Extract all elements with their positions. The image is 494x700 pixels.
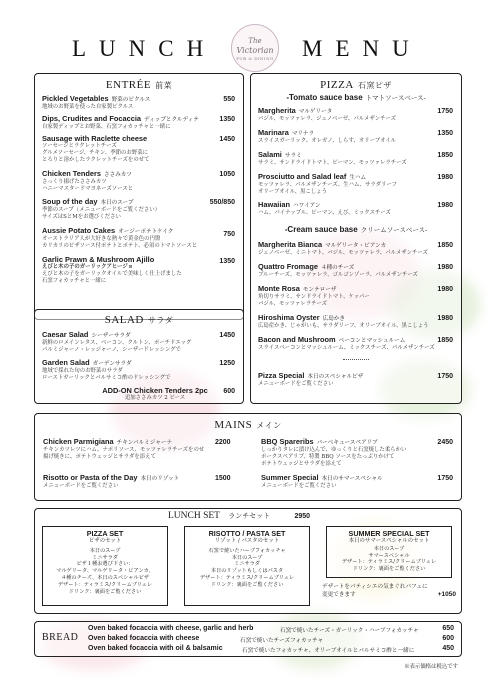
set-line: デザート：ティラミス/クリームブリュレ <box>57 581 153 588</box>
item-name: Garlic Prawn & Mushroom Ajillo <box>42 255 155 264</box>
menu-item <box>258 107 433 123</box>
tomato-base-title: -Tomato sauce base <box>286 93 363 102</box>
summer-special-set-card <box>326 526 452 578</box>
upgrade-price: +1050 <box>437 591 456 598</box>
bread-price: 650 <box>442 625 454 632</box>
item-name: Summer Special <box>261 473 319 482</box>
item-name: Hiroshima Oyster <box>258 313 320 322</box>
item-desc: 揚げ焼きに、ポテトウェッジとサラダを添えて <box>43 454 156 461</box>
set-title-jp: リゾット / パスタのセット <box>214 538 280 544</box>
item-desc: オリーブオイル、黒こしょう <box>258 189 328 196</box>
item-desc: スライスベーコンとマッシュルーム、ミックスチーズ、パルメザンチーズ <box>258 345 435 352</box>
item-desc: ジェノベーゼ、ミニトマト、バジル、モッツァレラ、パルメザンチーズ <box>258 250 428 257</box>
lunch-set-title: LUNCH SET <box>168 511 220 521</box>
addon-item <box>95 387 215 402</box>
menu-item <box>42 115 207 131</box>
item-price: 1980 <box>437 315 453 322</box>
item-price: 1850 <box>437 337 453 344</box>
item-price: 1980 <box>437 202 453 209</box>
item-price: 550/850 <box>209 199 235 206</box>
set-line: 本日のスープ <box>231 554 263 561</box>
logo-line2: Victorian <box>236 46 274 55</box>
item-desc: カリカリのピザソース付ポテトとポテト、必須のトマトソースと <box>42 243 198 250</box>
item-name: Chicken Tenders <box>42 169 102 178</box>
bread-name: Oven baked focaccia with oil & balsamic <box>88 645 223 652</box>
item-name: Risotto or Pasta of the Day <box>43 473 138 482</box>
set-line: ミニサラダ <box>234 561 260 568</box>
bread-price: 450 <box>442 645 454 652</box>
item-name-jp: サラミ <box>284 153 302 159</box>
menu-item <box>42 227 212 250</box>
menu-item <box>42 359 207 382</box>
menu-item <box>42 170 207 193</box>
item-name: Chicken Parmigiana <box>43 437 114 446</box>
entree-title-jp: 前菜 <box>155 81 173 90</box>
bread-name-jp: 石窯で焼いたフォカッチャ、オリーブオイルとバルサミコ酢と一緒に <box>242 648 415 654</box>
risotto-pasta-set-card <box>184 526 310 606</box>
item-name: Quattro Fromage <box>258 262 318 271</box>
item-desc: 季節のスープ（メニューボードをご覧ください） <box>42 207 161 214</box>
item-desc: 広島産かき、じゃがいも、サラダリーフ、オリーブオイル、黒こしょう <box>258 323 429 330</box>
item-price: 1750 <box>437 373 453 380</box>
entree-heading <box>35 79 243 91</box>
item-name-jp: 本日のスープ <box>100 200 134 206</box>
item-name-jp: ハワイアン <box>293 203 321 209</box>
set-line: 本日のリゾットもしくはパスタ <box>210 568 284 575</box>
menu-item <box>42 198 202 221</box>
set-line: 石窯で焼いたハーブフォカッチャ <box>208 547 286 554</box>
item-name-jp: バーベキュースペアリブ <box>316 440 378 446</box>
menu-item <box>258 263 436 279</box>
victorian-logo <box>231 24 279 72</box>
item-name: Garden Salad <box>42 358 90 367</box>
item-price: 1350 <box>219 116 235 123</box>
pizza-set-card <box>42 526 168 606</box>
title-menu: MENU <box>302 36 422 61</box>
bread-price: 600 <box>442 635 454 642</box>
menu-item <box>258 336 438 352</box>
menu-item <box>43 438 223 461</box>
item-desc: グルメソーセージ、チキン、季節のお野菜に <box>42 150 148 157</box>
bread-item <box>88 635 199 642</box>
menu-item <box>261 474 421 490</box>
item-desc: さっくり揚げたささみカツ <box>42 179 107 186</box>
menu-item <box>258 151 433 167</box>
item-name-jp: ディップとクルディテ <box>143 117 199 123</box>
item-name: Pickled Vegetables <box>42 94 109 103</box>
logo-line1: The <box>248 37 262 45</box>
item-name-jp: チキンパルミジャーナ <box>116 440 173 446</box>
menu-item <box>43 474 223 490</box>
menu-item <box>42 256 212 285</box>
set-line: 本日のスープ <box>373 545 405 552</box>
menu-item <box>258 314 436 330</box>
bread-name-jp: 石窯で焼いたチーズフォカッチャ <box>240 638 324 644</box>
item-name-jp: ガーデンサラダ <box>92 361 132 367</box>
set-line: ドリンク：裏面をご覧ください <box>210 581 284 588</box>
item-desc: メニューボードをご覧ください <box>261 483 337 490</box>
set-line: デザート：ティラミス/クリームブリュレ <box>341 559 437 566</box>
bread-item <box>88 645 223 652</box>
divider <box>343 359 369 360</box>
pizza-title-jp: 石窯ピザ <box>357 81 392 90</box>
item-price: 1980 <box>437 264 453 271</box>
item-name-jp: 野菜のピクルス <box>111 97 151 103</box>
menu-item <box>258 129 433 145</box>
menu-item <box>261 438 421 468</box>
item-desc: サイズはSとMをお選びください <box>42 214 121 221</box>
item-name: Margherita Bianca <box>258 240 323 249</box>
addon-jp: 追加ささみカツ 2 ピース <box>124 395 186 402</box>
set-line: ミニサラダ <box>92 554 118 561</box>
item-name: Sausage with Raclette cheese <box>42 134 148 143</box>
item-name-jp: モンテローザ <box>302 287 337 293</box>
item-price: 1980 <box>437 286 453 293</box>
menu-item <box>42 95 202 111</box>
item-desc: オーストラリア人が大好きな熱々で黄金色の円盤 <box>42 236 161 243</box>
menu-item <box>42 331 207 354</box>
item-desc: バジル、モッツァレラ、ジェノベーゼ、パルメザンチーズ <box>258 116 397 123</box>
cream-base-heading <box>251 225 461 234</box>
set-line: ピザ１種お選び下さい： <box>76 561 134 568</box>
item-price: 1500 <box>215 475 231 482</box>
salad-section <box>34 309 244 404</box>
item-name-jp: 生ハム <box>349 175 367 181</box>
salad-title-jp: サラダ <box>147 316 174 325</box>
item-desc: えびと木の子をガーリックオイルで美味しく仕上げました <box>42 271 182 278</box>
item-name: Salami <box>258 150 282 159</box>
item-price: 1850 <box>437 152 453 159</box>
item-name-jp: マリナラ <box>291 131 315 137</box>
item-name-jp: ４種のチーズ <box>320 265 355 271</box>
tax-footnote: ※表示価格は税込です <box>404 664 458 670</box>
set-title: PIZZA SET <box>86 529 124 538</box>
addon-name: ADD-ON Chicken Tenders 2pc <box>102 386 208 395</box>
item-name: Aussie Potato Cakes <box>42 226 116 235</box>
item-desc: ポテトウェッジとサラダを添えて <box>261 461 342 468</box>
item-price: 1250 <box>219 360 235 367</box>
item-name-jp: オージーポテトケイク <box>118 229 174 235</box>
pizza-title: PIZZA <box>320 79 354 91</box>
item-desc: ポークスペアリブ、特製 BBQ ソースをたっぷりかけて <box>261 454 395 461</box>
salad-title: SALAD <box>104 314 144 326</box>
item-price: 1980 <box>437 174 453 181</box>
item-desc: 石窯フォカッチャと一緒に <box>42 278 107 285</box>
item-desc: 自家製ディップとお野菜、石窯フォカッチャと一緒に <box>42 124 171 131</box>
item-desc: えびと木の子のガーリックアヒージョ <box>42 264 133 271</box>
item-name-jp: マルゲリータ・ビアンカ <box>325 243 387 249</box>
item-desc: ハニーマスタードマヨネーズソースと <box>42 186 134 193</box>
item-name-jp: シーザーサラダ <box>91 333 131 339</box>
item-desc: チキンカツレツにハム、ナポリソース、モッツァレラチーズをのせ <box>43 447 205 454</box>
item-desc: とろりと溶かしたラクレットチーズをのせて <box>42 157 150 164</box>
menu-item <box>258 173 433 196</box>
upgrade-line2: 変更できます <box>322 591 356 598</box>
item-desc: 地域のお野菜を使った自家製ピクルス <box>42 104 134 111</box>
entree-section <box>34 73 244 320</box>
item-desc: 地域で採れた旬のお野菜のサラダ <box>42 368 123 375</box>
entree-title: ENTRÉE <box>105 79 152 91</box>
item-name: Bacon and Mushroom <box>258 335 336 344</box>
menu-item <box>258 201 433 217</box>
item-price: 2450 <box>437 439 453 446</box>
item-name: Hawaiian <box>258 200 291 209</box>
item-desc: 新鮮のロメインレタス、ベーコン、クルトン、ポーチドエッグ <box>42 340 192 347</box>
item-price: 750 <box>223 231 235 238</box>
item-name: Prosciutto and Salad leaf <box>258 172 347 181</box>
bread-item <box>88 625 253 632</box>
mains-section <box>34 413 462 501</box>
item-name-jp: 本日のサマースペシャル <box>321 476 383 482</box>
cream-base-title: -Cream sauce base <box>284 225 358 234</box>
item-name-jp: ベーコンとマッシュルーム <box>338 338 406 344</box>
dessert-upgrade <box>322 584 456 599</box>
item-desc: サラミ、サンドライドトマト、ピーマン、モッツァレラチーズ <box>258 160 407 167</box>
item-name: Pizza Special <box>258 371 305 380</box>
item-price: 1450 <box>219 136 235 143</box>
title-lunch: LUNCH <box>72 36 217 61</box>
set-line: デザート：ティラミス/クリームブリュレ <box>199 574 295 581</box>
item-desc: ソーセージとラクレットチーズ <box>42 143 117 150</box>
menu-item <box>258 285 433 308</box>
mains-title: MAINS <box>214 419 253 431</box>
item-name: Soup of the day <box>42 197 98 206</box>
set-line: ドリンク：裏面をご覧ください <box>68 588 142 595</box>
mains-title-jp: メイン <box>256 421 282 430</box>
bread-name: Oven baked focaccia with cheese, garlic and herb <box>88 625 254 632</box>
item-desc: モッツァレラ、パルメザンチーズ、生ハム、サラダリーフ <box>258 182 397 189</box>
item-desc: メニューボードをご覧ください <box>43 483 119 490</box>
lunch-set-title-jp: ランチセット <box>228 512 271 520</box>
tomato-base-heading <box>251 93 461 102</box>
item-name-jp: 広島かき <box>322 316 346 322</box>
item-name-jp: ささみカツ <box>104 172 132 178</box>
item-price: 1850 <box>437 242 453 249</box>
menu-item <box>258 241 436 257</box>
lunch-set-heading <box>168 511 310 521</box>
item-desc: ローストガーリックとバルサミコ酢のドレッシングで <box>42 375 171 382</box>
item-name-jp: 本日のスペシャルピザ <box>307 374 364 380</box>
bread-item-jp <box>242 646 414 654</box>
lunch-set-price: 2950 <box>294 513 311 520</box>
set-title-jp: ピザのセット <box>88 538 122 544</box>
item-name: Marinara <box>258 128 289 137</box>
item-price: 1350 <box>437 130 453 137</box>
set-line: ドリンク：裏面をご覧ください <box>352 566 426 573</box>
item-price: 1450 <box>219 332 235 339</box>
item-desc: ブルーチーズ、モッツァレラ、ゴルゴンゾーラ、パルメザンチーズ <box>258 272 418 279</box>
item-name: BBQ Spareribs <box>261 437 314 446</box>
item-price: 550 <box>223 96 235 103</box>
item-desc: スライスガーリック、オレガノ、しらす、オリーブオイル <box>258 138 397 145</box>
set-title-jp: 本日のサマースペシャルのセット <box>348 538 430 544</box>
cream-base-title-jp: クリームソースベース- <box>360 227 428 234</box>
tomato-base-title-jp: トマトソースベース- <box>365 95 426 102</box>
item-price: 2200 <box>215 439 231 446</box>
set-line: マルゲリータ、マルゲリータ・ビアンカ、 <box>56 568 154 575</box>
bread-name-jp: 石窯で焼いたチーズ・ガーリック・ハーブフォカッチャ <box>280 628 419 634</box>
pizza-section <box>250 73 462 404</box>
addon-price: 600 <box>223 388 235 395</box>
bread-item-jp <box>240 636 323 644</box>
item-desc: しっかりタレに漬け込んで、ゆっくりと石窯焼した柔らかい <box>261 447 407 454</box>
salad-heading <box>35 314 243 326</box>
item-price: 1050 <box>219 171 235 178</box>
bread-title: BREAD <box>42 632 79 643</box>
mains-heading <box>35 419 461 431</box>
item-name: Caesar Salad <box>42 330 89 339</box>
item-name: Dips, Crudites and Focaccia <box>42 114 141 123</box>
logo-line3: PUB & DINING <box>236 56 274 61</box>
set-title: RISOTTO / PASTA SET <box>208 529 286 538</box>
menu-item <box>42 135 207 164</box>
item-name-jp: 本日のリゾット <box>140 476 180 482</box>
item-desc: バジル、モッツァレラチーズ <box>258 301 328 308</box>
bread-item-jp <box>280 626 419 634</box>
item-desc: 角切りサラミ、サンドライドトマト、ケッパー <box>258 294 370 301</box>
upgrade-line1: デザートをパティシエの気まぐれパフェに <box>322 584 428 590</box>
set-title: SUMMER SPECIAL SET <box>348 529 430 538</box>
menu-item <box>258 372 428 388</box>
bread-name: Oven baked focaccia with cheese <box>88 635 200 642</box>
item-name-jp: マルゲリータ <box>298 109 333 115</box>
item-desc: パルミジャーノ・レッジャーノ、シーザードレッシングで <box>42 347 181 354</box>
item-desc: ハム、パイナップル、ピーマン、えび、ミックスチーズ <box>258 210 391 217</box>
item-price: 1750 <box>437 475 453 482</box>
item-price: 1750 <box>437 108 453 115</box>
set-line: ４種のチーズ、本日のスペシャルピザ <box>61 574 149 581</box>
set-line: サマースペシャル <box>368 552 410 559</box>
item-name: Monte Rosa <box>258 284 300 293</box>
pizza-heading <box>251 79 461 91</box>
set-line: 本日のスープ <box>89 547 121 554</box>
item-name: Margherita <box>258 106 296 115</box>
item-price: 1350 <box>219 258 235 265</box>
item-desc: メニューボードをご覧ください <box>258 381 334 388</box>
